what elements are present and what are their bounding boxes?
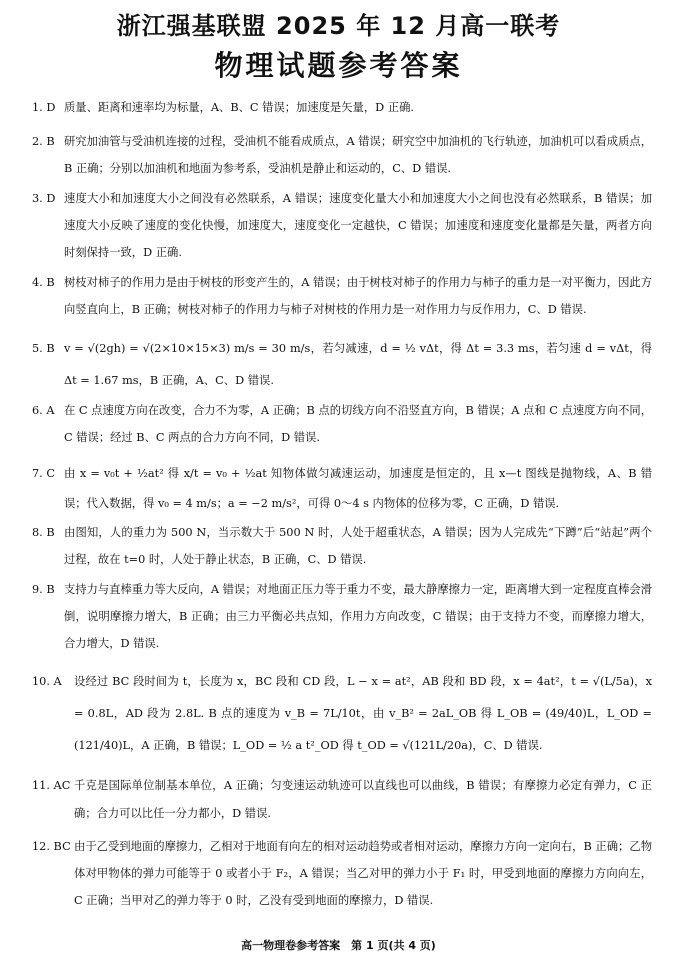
answer-explanation: 设经过 BC 段时间为 t，长度为 x，BC 段和 CD 段，L − x = at²，AB 段和 BD 段，x = 4at²，t = √(L/5a)，x = 0.8L，AD 段为 2.8L. B 点的速度为 v_B = 7L/10t，由 v_B² = 2aL_OB 得 L_OB = (49/40)L，L_OD = (121/40)L，A 正确，B 错误；L_OD = ½ a t²_OD 得 t_OD = √(121L/20a)，C、D 错误. [74,675,652,752]
answer-item-3 [32,185,652,266]
answer-explanation: 由图知，人的重力为 500 N，当示数大于 500 N 时，人处于超重状态，A 错误；因为人完成先“下蹲”后“站起”两个过程，故在 t=0 时，人处于静止状态，B 正确，C、D 错误. [64,526,652,566]
answer-number: 6. A [32,404,55,417]
document-subtitle: 物理试题参考答案 [214,49,463,82]
answer-item-11 [32,772,652,828]
answer-item-6 [32,397,652,451]
page-footer: 高一物理卷参考答案 第 1 页(共 4 页) [241,939,436,952]
answer-number: 3. D [32,192,56,205]
answer-number: 10. A [32,675,62,688]
answer-item-12 [32,833,652,914]
answer-explanation: 研究加油管与受油机连接的过程，受油机不能看成质点，A 错误；研究空中加油机的飞行轨迹，加油机可以看成质点，B 正确；分别以加油机和地面为参考系，受油机是静止和运动的，C、D 错误. [64,135,652,175]
answer-item-7 [32,459,652,519]
answer-number: 1. D [32,101,56,114]
answer-number: 4. B [32,276,55,289]
answer-explanation: 质量、距离和速率均为标量，A、B、C 错误；加速度是矢量，D 正确. [64,101,414,114]
answer-explanation: 速度大小和加速度大小之间没有必然联系，A 错误；速度变化量大小和加速度大小之间也没有必然联系，B 错误；加速度大小反映了速度的变化快慢，加速度大，速度变化一定越快，C 错误；加速度和速度变化量都是矢量，两者方向时刻保持一致，D 正确. [64,192,652,259]
answer-explanation: 由于乙受到地面的摩擦力，乙相对于地面有向左的相对运动趋势或者相对运动，摩擦力方向一定向右，B 正确；乙物体对甲物体的弹力可能等于 0 或者小于 F₂，A 错误；当乙对甲的弹力小于 F₁ 时，甲受到地面的摩擦力方向向左，C 正确；当甲对乙的弹力等于 0 时，乙没有受到地面的摩擦力，D 错误. [74,840,652,907]
answer-number: 9. B [32,583,55,596]
answer-item-1 [32,98,652,117]
answer-item-10 [32,666,652,762]
document-title: 浙江强基联盟 2025 年 12 月高一联考 [116,12,561,40]
answer-number: 5. B [32,342,55,355]
answer-list [32,98,652,914]
answer-item-5 [32,333,652,397]
answer-explanation: 树枝对柿子的作用力是由于树枝的形变产生的，A 错误；由于树枝对柿子的作用力与柿子的重力是一对平衡力，因此方向竖直向上，B 正确；树枝对柿子的作用力与柿子对树枝的作用力是一对作用力与反作用力，C、D 错误. [64,276,652,316]
answer-item-9 [32,576,652,657]
answer-number: 2. B [32,135,55,148]
answer-explanation: 由 x = v₀t + ½at² 得 x/t = v₀ + ½at 知物体做匀减速运动，加速度是恒定的，且 x—t 图线是抛物线，A、B 错误；代入数据，得 v₀ = 4 m/s；a = −2 m/s²，可得 0～4 s 内物体的位移为零，C 正确，D 错误. [64,467,652,510]
answer-item-2 [32,128,652,182]
answer-item-8 [32,519,652,573]
answer-explanation: v = √(2gh) = √(2×10×15×3) m/s = 30 m/s，若匀减速，d = ½ vΔt，得 Δt = 3.3 ms，若匀速 d = vΔt，得 Δt = 1.67 ms，B 正确，A、C、D 错误. [64,342,652,387]
answer-explanation: 千克是国际单位制基本单位，A 正确；匀变速运动轨迹可以直线也可以曲线，B 错误；有摩擦力必定有弹力，C 正确；合力可以比任一分力都小，D 错误. [74,779,652,820]
answer-number: 7. C [32,467,56,480]
answer-number: 8. B [32,526,55,539]
answer-number: 12. BC [32,840,71,853]
answer-number: 11. AC [32,779,71,792]
answer-explanation: 在 C 点速度方向在改变，合力不为零，A 正确；B 点的切线方向不沿竖直方向，B 错误；A 点和 C 点速度方向不同，C 错误；经过 B、C 两点的合力方向不同，D 错误. [64,404,652,444]
answer-item-4 [32,269,652,323]
answer-explanation: 支持力与直棒重力等大反向，A 错误；对地面正压力等于重力不变，最大静摩擦力一定，距离增大到一定程度直棒会滑倒，说明摩擦力增大，B 正确；由三力平衡必共点知，作用力方向改变，C 错误；由于支持力不变，而摩擦力增大，合力增大，D 错误. [64,583,652,650]
